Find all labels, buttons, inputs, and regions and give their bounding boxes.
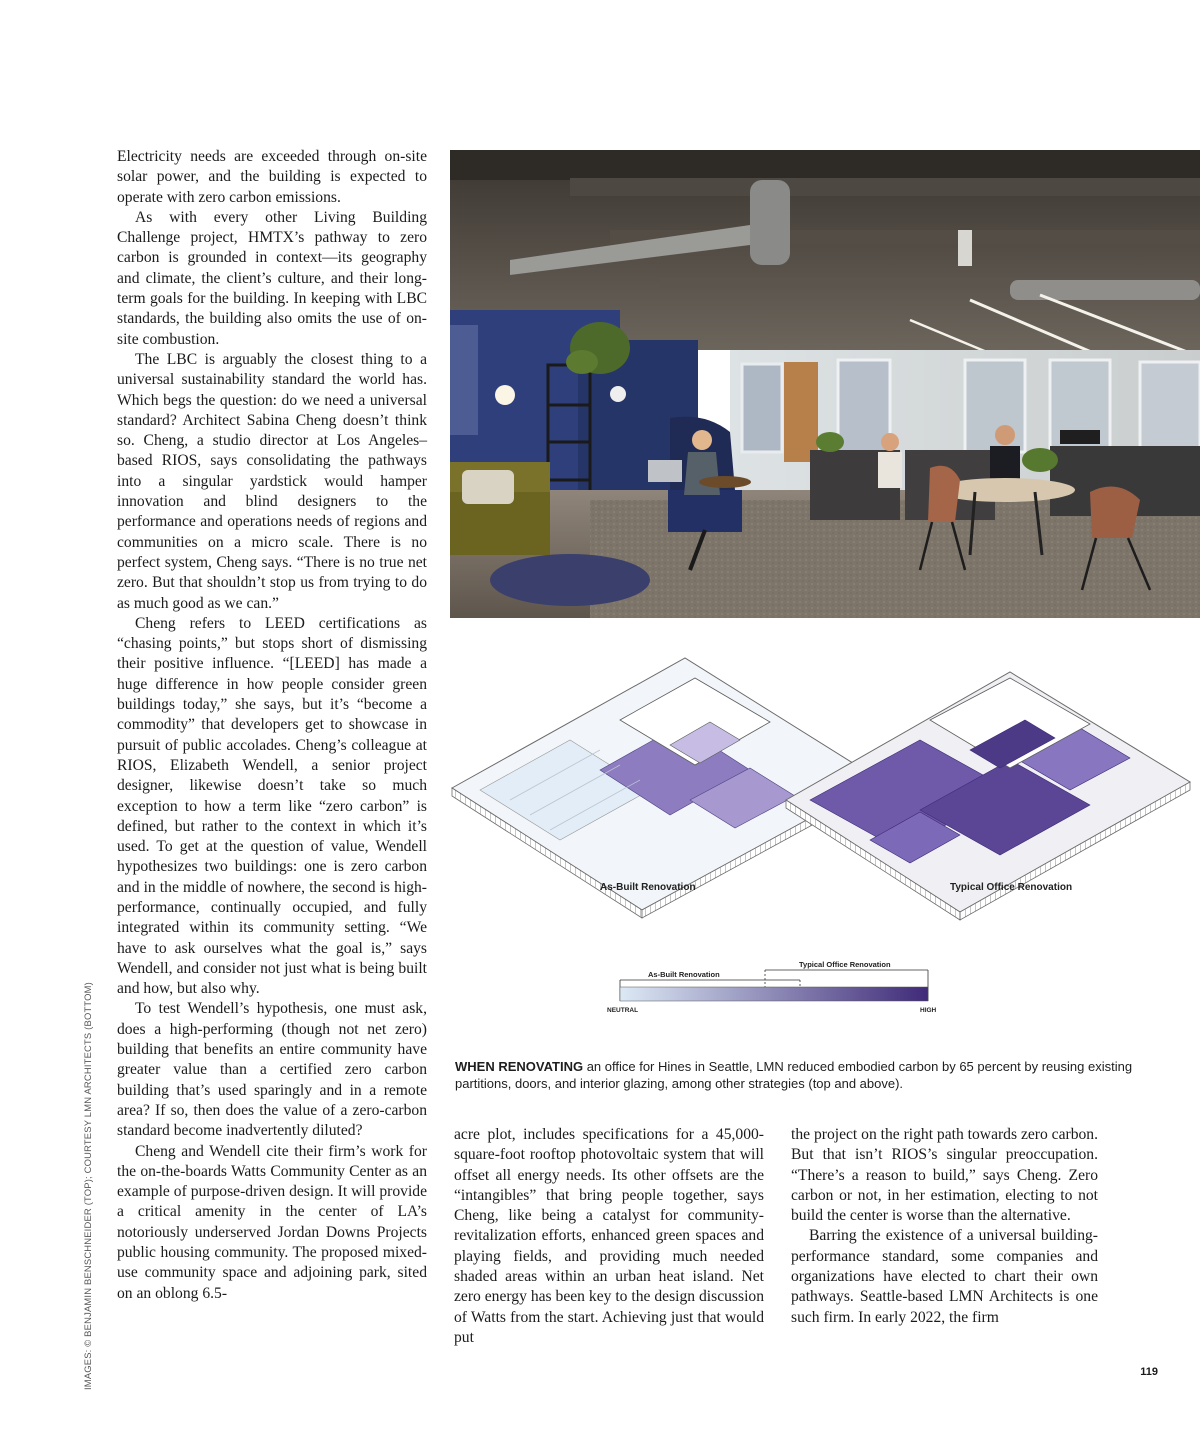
- typical-office-label: Typical Office Renovation: [950, 882, 1073, 893]
- article-column-right: [791, 1125, 1098, 1328]
- page-number: 119: [1140, 1366, 1158, 1378]
- photo-credit: IMAGES: © BENJAMIN BENSCHNEIDER (TOP); COURTESY LMN ARCHITECTS (BOTTOM): [82, 982, 93, 1390]
- scale-low-label: NEUTRAL: [607, 1007, 639, 1014]
- figure-caption: [455, 1058, 1155, 1092]
- renovation-axonometric-diagram: [450, 650, 1200, 1020]
- article-column-left: [117, 147, 427, 1304]
- article-column-middle: [454, 1125, 764, 1348]
- paragraph: As with every other Living Building Challenge project, HMTX’s pathway to zero carbon is grounded in context—its geography and climate, the client’s culture, and their long-term goals for the building. In keeping with LBC standards, the building also omits the use of on-site combustion.: [117, 208, 427, 348]
- paragraph: Barring the existence of a universal building-performance standard, some companies and organizations have elected to chart their own pathways. Seattle-based LMN Architects is one such firm. In early 2022, the firm: [791, 1227, 1098, 1326]
- caption-lead: WHEN RENOVATING: [455, 1059, 584, 1074]
- scale-as-built-label: As-Built Renovation: [648, 970, 720, 979]
- office-interior-photo: [450, 150, 1200, 618]
- paragraph: Cheng refers to LEED certifications as “chasing points,” but stops short of dismissing their positive influence. “[LEED] has made a huge difference in how people consider green buildings today,” she says, but it’s “become a commodity” that developers get to showcase in pursuit of public accolades. Cheng’s colleague at RIOS, Elizabeth Wendell, a senior project designer, likewise doesn’t take so much exception to how a term like “zero carbon” is defined, but rather to the context in which it’s used. To get at the question of value, Wendell hypothesizes two buildings: one is zero carbon and in the middle of nowhere, the second is high-performance, continually occupied, and fully integrated within its community setting. “We have to ask ourselves what the goal is,” says Wendell, and consider not just what is being built and how, but also why.: [117, 614, 427, 998]
- caption-text: an office for Hines in Seattle, LMN reduced embodied carbon by 65 percent by reusing existing partitions, doors, and interior glazing, among other strategies (top and above).: [455, 1059, 1133, 1091]
- paragraph: Electricity needs are exceeded through on-site solar power, and the building is expected to operate with zero carbon emissions.: [117, 148, 427, 206]
- scale-typical-label: Typical Office Renovation: [799, 960, 891, 969]
- paragraph: acre plot, includes specifications for a 45,000-square-foot rooftop photovoltaic system that will offset all energy needs. Its other offsets are the “intangibles” that bring people together, says Cheng, like being a catalyst for community-revitalization efforts, enhanced green spaces and playing fields, and providing much needed shaded areas within an urban heat island. Net zero energy has been key to the design discussion of Watts from the start. Achieving just that would put: [454, 1126, 764, 1346]
- paragraph: To test Wendell’s hypothesis, one must ask, does a high-performing (though not net zero) building that benefits an entire community have greater value than a certified zero carbon building that’s used sparingly and in a remote area? If so, then does the value of a zero-carbon standard become inadvertently diluted?: [117, 1000, 427, 1140]
- scale-high-label: HIGH: [920, 1007, 937, 1014]
- as-built-label: As-Built Renovation: [600, 882, 696, 893]
- paragraph: The LBC is arguably the closest thing to a universal sustainability standard the world has. Which begs the question: do we need a universal standard? Architect Sabina Cheng doesn’t think so. Cheng, a studio director at Los Angeles–based RIOS, says consolidating the pathways into a singular yardstick would hamper innovation and blind designers to the performance and operations needs of regions and communities on a micro scale. There is no perfect system, Cheng says. “There is no true net zero. But that shouldn’t stop us from trying to do as much good as we can.”: [117, 350, 427, 612]
- paragraph: the project on the right path towards zero carbon. But that isn’t RIOS’s singular preoccupation. “There’s a reason to build,” says Cheng. Zero carbon or not, in her estimation, electing to not build the center is worse than the alternative.: [791, 1126, 1099, 1225]
- paragraph: Cheng and Wendell cite their firm’s work for the on-the-boards Watts Community Center as an example of purpose-driven design. It will provide a critical amenity in the center of LA’s notoriously underserved Jordan Downs Projects public housing community. The proposed mixed-use community space and adjoining park, sited on an oblong 6.5-: [117, 1142, 427, 1302]
- embodied-carbon-scale: [607, 960, 937, 1014]
